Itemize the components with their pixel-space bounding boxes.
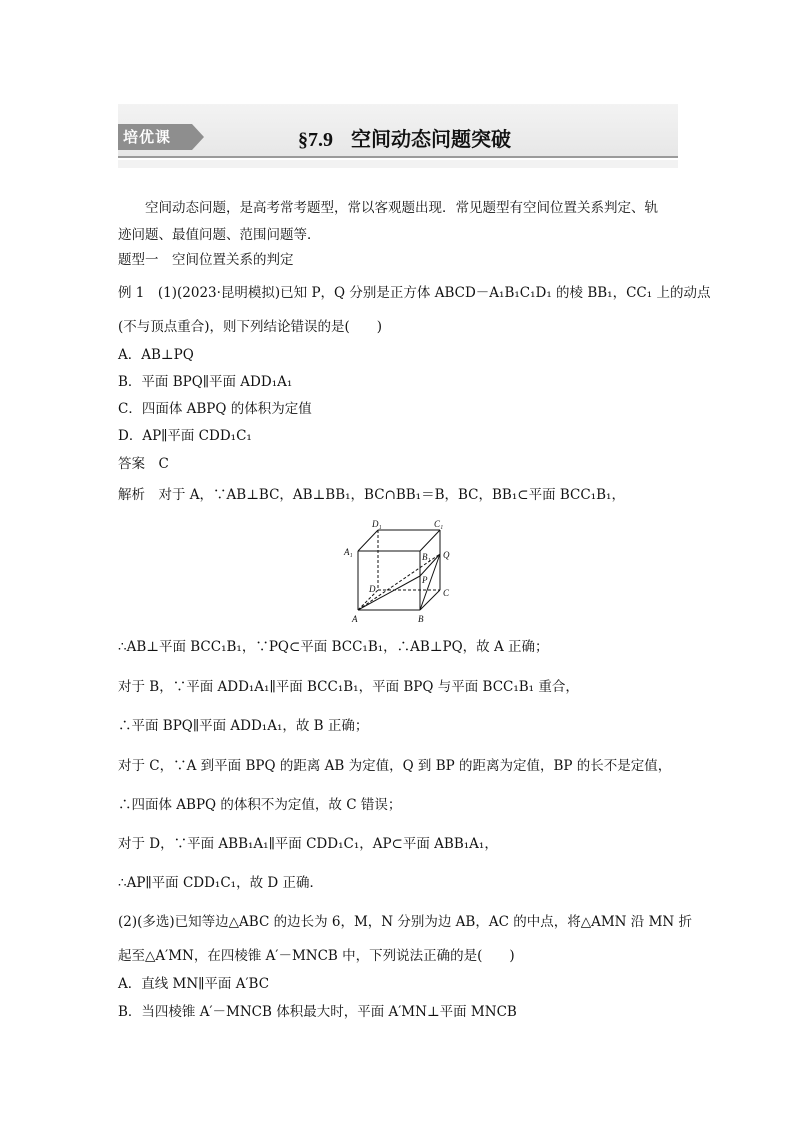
section-header bbox=[118, 104, 678, 158]
example1-stem-line-1: 例 1 (1)(2023·昆明模拟)已知 P，Q 分别是正方体 ABCD－A₁B₁C₁D₁ 的棱 BB₁，CC₁ 上的动点 bbox=[118, 285, 711, 301]
analysis-line-1: ∴AB⊥平面 BCC₁B₁，∵PQ⊂平面 BCC₁B₁，∴AB⊥PQ，故 A 正确； bbox=[118, 639, 549, 655]
label-d1: D₁ bbox=[372, 519, 382, 529]
label-a1: A₁ bbox=[344, 547, 353, 557]
analysis-line-3: ∴平面 BPQ∥平面 ADD₁A₁，故 B 正确； bbox=[118, 718, 369, 734]
part2-option-a: A．直线 MN∥平面 A′BC bbox=[118, 976, 270, 992]
analysis-line-6: 对于 D，∵平面 ABB₁A₁∥平面 CDD₁C₁，AP⊂平面 ABB₁A₁， bbox=[118, 836, 498, 852]
cube-figure bbox=[340, 518, 460, 628]
example1-option-b: B．平面 BPQ∥平面 ADD₁A₁ bbox=[118, 374, 293, 390]
part2-stem-line-2: 起至△A′MN，在四棱锥 A′－MNCB 中，下列说法正确的是( ) bbox=[118, 948, 515, 964]
label-a: A bbox=[352, 614, 358, 624]
section-number: §7.9 bbox=[298, 129, 333, 151]
example1-stem-line-2: (不与顶点重合)，则下列结论错误的是( ) bbox=[118, 319, 383, 335]
example1-option-c: C．四面体 ABPQ 的体积为定值 bbox=[118, 401, 312, 417]
label-c: C bbox=[443, 588, 450, 598]
part2-option-b: B．当四棱锥 A′－MNCB 体积最大时，平面 A′MN⊥平面 MNCB bbox=[118, 1004, 517, 1020]
example1-option-a: A．AB⊥PQ bbox=[118, 347, 194, 363]
edge-bc bbox=[420, 590, 440, 610]
label-b: B bbox=[418, 614, 424, 624]
analysis-line-2: 对于 B，∵平面 ADD₁A₁∥平面 BCC₁B₁，平面 BPQ 与平面 BCC₁B₁ 重合， bbox=[118, 679, 579, 695]
analysis-line-7: ∴AP∥平面 CDD₁C₁，故 D 正确． bbox=[118, 875, 323, 891]
label-d: D bbox=[369, 584, 376, 594]
intro-line-2: 迹问题、最值问题、范围问题等． bbox=[118, 227, 321, 243]
analysis-line-4: 对于 C，∵A 到平面 BPQ 的距离 AB 为定值，Q 到 BP 的距离为定值，BP 的长不是定值， bbox=[118, 758, 672, 774]
header-shadow-bar bbox=[118, 160, 678, 168]
section-title: 空间动态问题突破 bbox=[351, 127, 511, 151]
part2-stem-line-1: (2)(多选)已知等边△ABC 的边长为 6，M，N 分别为边 AB，AC 的中点，将△AMN 沿 MN 折 bbox=[118, 914, 692, 930]
analysis-line-5: ∴四面体 ABPQ 的体积不为定值，故 C 错误； bbox=[118, 797, 402, 813]
label-p: P bbox=[422, 575, 428, 585]
lesson-badge: 培优课 bbox=[118, 124, 192, 150]
edge-b1c1 bbox=[420, 530, 440, 551]
example1-option-d: D．AP∥平面 CDD₁C₁ bbox=[118, 428, 252, 444]
analysis-intro: 解析 对于 A，∵AB⊥BC，AB⊥BB₁，BC∩BB₁＝B，BC，BB₁⊂平面 BCC₁B₁， bbox=[118, 487, 625, 503]
intro-line-1: 空间动态问题，是高考常考题型，常以客观题出现．常见题型有空间位置关系判定、轨 bbox=[145, 200, 658, 216]
edge-a1d1 bbox=[358, 530, 378, 551]
page-title bbox=[298, 123, 511, 152]
label-c1: C₁ bbox=[434, 519, 444, 529]
label-q: Q bbox=[443, 550, 450, 560]
type-heading: 题型一 空间位置关系的判定 bbox=[118, 252, 294, 268]
answer-line: 答案 C bbox=[118, 456, 169, 472]
label-b1: B₁ bbox=[422, 552, 431, 562]
segment-ap bbox=[358, 576, 420, 610]
badge-arrow-icon bbox=[192, 124, 204, 150]
